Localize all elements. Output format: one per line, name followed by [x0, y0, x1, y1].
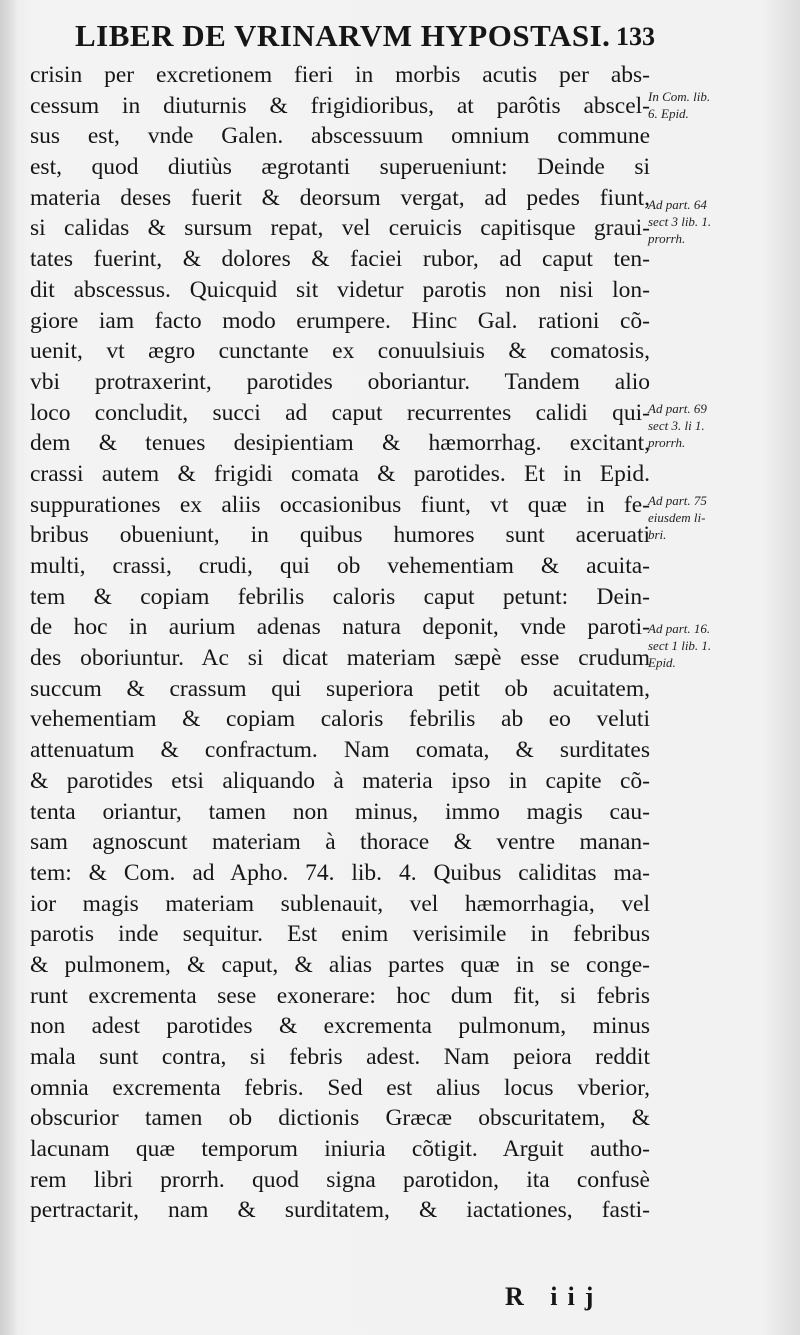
- text-line: ior magis materiam sublenauit, vel hæmorrhagia, vel: [30, 890, 650, 917]
- text-line: dit abscessus. Quicquid sit videtur parotis non nisi lon-: [30, 276, 650, 303]
- text-line: sam agnoscunt materiam à thorace & ventre manan-: [30, 829, 650, 856]
- text-line: & parotides etsi aliquando à materia ipso in capite cõ-: [30, 767, 650, 794]
- text-line: pertractarit, nam & surditatem, & iactationes, fasti-: [30, 1197, 650, 1224]
- margin-note-line: In Com. lib.: [648, 89, 711, 104]
- main-text-block: [30, 60, 650, 1226]
- margin-note: [648, 620, 778, 671]
- margin-note-line: eiusdem li-: [648, 510, 706, 525]
- margin-note-line: Ad part. 64: [648, 197, 707, 212]
- text-line: tem: & Com. ad Apho. 74. lib. 4. Quibus caliditas ma-: [30, 859, 650, 886]
- margin-note-line: Ad part. 75: [648, 493, 707, 508]
- margin-note-line: sect 1 lib. 1.: [648, 638, 712, 653]
- margin-note: [648, 400, 778, 451]
- text-line: est, quod diutiùs ægrotanti superueniunt: Deinde si: [30, 154, 650, 181]
- gutter-shadow: [0, 0, 18, 1335]
- text-line: bribus obueniunt, in quibus humores sunt aceruati: [30, 522, 650, 549]
- margin-note: [648, 88, 778, 122]
- text-line: materia deses fuerit & deorsum vergat, ad pedes fiunt,: [30, 184, 650, 211]
- text-line: uenit, vt ægro cunctante ex conuulsiuis & comatosis,: [30, 338, 650, 365]
- text-line: crassi autem & frigidi comata & parotides. Et in Epid.: [30, 460, 650, 487]
- text-line: attenuatum & confractum. Nam comata, & surditates: [30, 737, 650, 764]
- text-line: crisin per excretionem fieri in morbis acutis per abs-: [30, 62, 650, 88]
- margin-note-line: Ad part. 16.: [648, 621, 711, 636]
- text-line: vbi protraxerint, parotides oboriantur. Tandem alio: [30, 368, 650, 395]
- signature-mark: R iij: [505, 1282, 604, 1311]
- margin-note-line: Epid.: [648, 655, 676, 670]
- text-line: multi, crassi, crudi, qui ob vehementiam & acuita-: [30, 553, 650, 579]
- text-line: omnia excrementa febris. Sed est alius locus vberior,: [30, 1074, 650, 1101]
- text-line: parotis inde sequitur. Est enim verisimile in febribus: [30, 921, 650, 948]
- text-line: obscurior tamen ob dictionis Græcæ obscuritatem, &: [30, 1105, 650, 1132]
- text-line: runt excrementa sese exonerare: hoc dum fit, si febris: [30, 982, 650, 1009]
- margin-note: [648, 492, 778, 543]
- text-line: cessum in diuturnis & frigidioribus, at parôtis abscel-: [30, 92, 650, 119]
- text-line: vehementiam & copiam caloris febrilis ab eo veluti: [30, 706, 650, 733]
- text-line: tem & copiam febrilis caloris caput petunt: Dein-: [30, 583, 650, 610]
- margin-note-line: sect 3 lib. 1.: [648, 214, 712, 229]
- text-line: tenta oriantur, tamen non minus, immo magis cau-: [30, 798, 650, 825]
- margin-note-line: sect 3. li 1.: [648, 418, 705, 433]
- margin-note-line: Ad part. 69: [648, 401, 707, 416]
- margin-note-line: prorrh.: [648, 231, 686, 246]
- margin-note: [648, 196, 778, 247]
- margin-note-line: prorrh.: [648, 435, 686, 450]
- text-line: suppurationes ex aliis occasionibus fiunt, vt quæ in fe-: [30, 491, 650, 518]
- running-title: LIBER DE VRINARVM HYPOSTASI.: [75, 18, 611, 53]
- margin-note-line: bri.: [648, 527, 667, 542]
- text-line: sus est, vnde Galen. abscessuum omnium commune: [30, 123, 650, 150]
- margin-note-line: 6. Epid.: [648, 106, 689, 121]
- text-line: lacunam quæ temporum iniuria cõtigit. Arguit autho-: [30, 1136, 650, 1163]
- text-line: dem & tenues desipientiam & hæmorrhag. excitant,: [30, 430, 650, 457]
- text-line: loco concludit, succi ad caput recurrentes calidi qui-: [30, 399, 650, 426]
- text-line: si calidas & sursum repat, vel ceruicis capitisque graui-: [30, 215, 650, 242]
- page-number: 133: [616, 22, 655, 51]
- text-line: & pulmonem, & caput, & alias partes quæ in se conge-: [30, 951, 650, 978]
- text-line: mala sunt contra, si febris adest. Nam peiora reddit: [30, 1044, 650, 1070]
- text-line: des oboriuntur. Ac si dicat materiam sæpè esse crudum: [30, 645, 650, 672]
- text-line: rem libri prorrh. quod signa parotidon, ita confusè: [30, 1166, 650, 1193]
- text-line: giore iam facto modo erumpere. Hinc Gal. rationi cõ-: [30, 307, 650, 334]
- text-line: tates fuerint, & dolores & faciei rubor, ad caput ten-: [30, 246, 650, 273]
- page-header: [75, 18, 655, 58]
- text-line: succum & crassum qui superiora petit ob acuitatem,: [30, 675, 650, 702]
- text-line: non adest parotides & excrementa pulmonum, minus: [30, 1013, 650, 1040]
- text-line: de hoc in aurium adenas natura deponit, vnde paroti-: [30, 614, 650, 641]
